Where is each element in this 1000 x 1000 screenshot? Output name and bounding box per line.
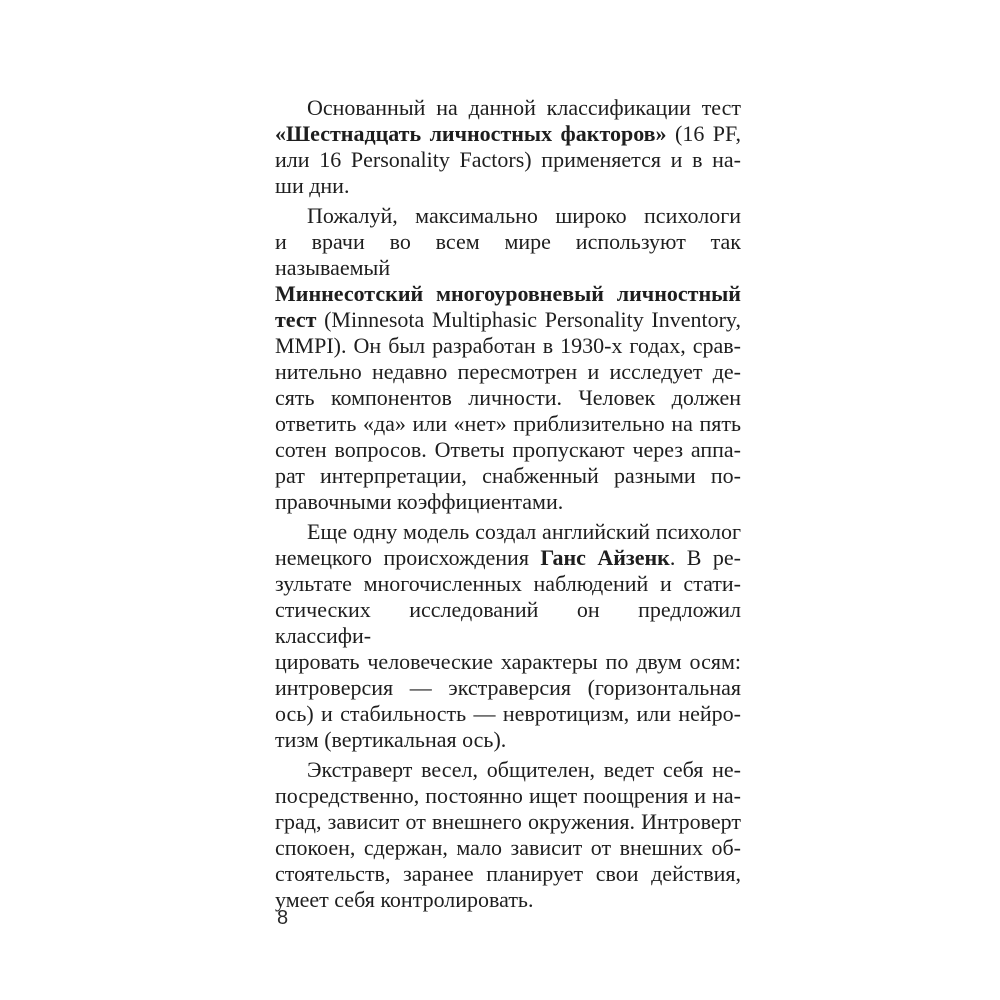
- bold-text: тест: [275, 307, 317, 332]
- page-number: 8: [277, 907, 289, 929]
- body-text: умеет себя контролировать.: [275, 887, 534, 912]
- body-text: правочными коэффициентами.: [275, 489, 564, 514]
- text-line: [275, 121, 741, 147]
- body-text: и врачи во всем мире используют так называемый: [275, 229, 741, 280]
- text-line: [275, 463, 741, 489]
- body-text: ши дни.: [275, 173, 350, 198]
- text-line: [275, 489, 741, 515]
- body-text: интроверсия — экстраверсия (горизонтальная: [275, 675, 741, 700]
- body-text: ответить «да» или «нет» приблизительно на пять: [275, 411, 741, 436]
- text-line: [275, 359, 741, 385]
- body-text: рат интерпретации, снабженный разными по-: [275, 463, 741, 488]
- body-text: стических исследований он предложил классифи-: [275, 597, 741, 648]
- body-text: Еще одну модель создал английский психолог: [307, 519, 741, 544]
- paragraph: [275, 203, 741, 515]
- text-line: [275, 307, 741, 333]
- body-text: сотен вопросов. Ответы пропускают через аппа-: [275, 437, 741, 462]
- text-line: [275, 95, 741, 121]
- body-text: . В ре-: [669, 545, 741, 570]
- body-text: немецкого происхождения: [275, 545, 541, 570]
- text-line: [275, 861, 741, 887]
- body-text: нительно недавно пересмотрен и исследует де-: [275, 359, 741, 384]
- text-line: [275, 147, 741, 173]
- body-text: сять компонентов личности. Человек должен: [275, 385, 741, 410]
- text-line: [275, 203, 741, 229]
- text-line: [275, 385, 741, 411]
- text-line: [275, 281, 741, 307]
- text-line: [275, 757, 741, 783]
- text-line: [275, 173, 741, 199]
- text-line: [275, 333, 741, 359]
- paragraph: [275, 519, 741, 753]
- text-line: [275, 519, 741, 545]
- body-text: (Minnesota Multiphasic Personality Inventory,: [316, 307, 741, 332]
- body-text: Экстраверт весел, общителен, ведет себя не-: [307, 757, 741, 782]
- body-text: (16 PF,: [666, 121, 741, 146]
- bold-text: «Шестнадцать личностных факторов»: [275, 121, 667, 146]
- body-text: или 16 Personality Factors) применяется и в на-: [275, 147, 741, 172]
- paragraph: [275, 95, 741, 199]
- body-text: MMPI). Он был разработан в 1930-х годах, срав-: [275, 333, 741, 358]
- body-text: стоятельств, заранее планирует свои действия,: [275, 861, 741, 886]
- text-line: [275, 727, 741, 753]
- text-line: [275, 701, 741, 727]
- text-line: [275, 545, 741, 571]
- text-line: [275, 675, 741, 701]
- text-line: [275, 887, 741, 913]
- text-line: [275, 571, 741, 597]
- text-line: [275, 597, 741, 649]
- body-text: град, зависит от внешнего окружения. Интроверт: [275, 809, 741, 834]
- text-line: [275, 783, 741, 809]
- bold-text: Ганс Айзенк: [540, 545, 670, 570]
- text-line: [275, 809, 741, 835]
- body-text: спокоен, сдержан, мало зависит от внешних об-: [275, 835, 741, 860]
- body-text: цировать человеческие характеры по двум осям:: [275, 649, 741, 674]
- text-line: [275, 649, 741, 675]
- body-text: посредственно, постоянно ищет поощрения и на-: [275, 783, 741, 808]
- body-text: ось) и стабильность — невротицизм, или нейро-: [275, 701, 741, 726]
- body-text: тизм (вертикальная ось).: [275, 727, 507, 752]
- text-line: [275, 437, 741, 463]
- text-line: [275, 411, 741, 437]
- text-line: [275, 229, 741, 281]
- body-text: Основанный на данной классификации тест: [307, 95, 741, 120]
- body-text: зультате многочисленных наблюдений и стати-: [275, 571, 741, 596]
- bold-text: Миннесотский многоуровневый личностный: [275, 281, 741, 306]
- text-line: [275, 835, 741, 861]
- page-text: [275, 95, 741, 917]
- paragraph: [275, 757, 741, 913]
- body-text: Пожалуй, максимально широко психологи: [307, 203, 741, 228]
